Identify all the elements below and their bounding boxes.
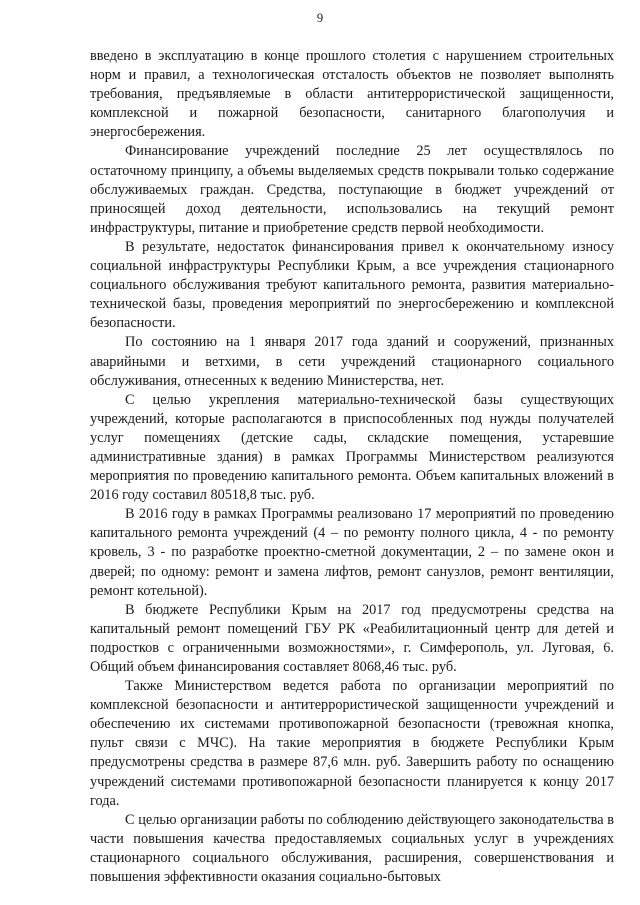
paragraph-7: В бюджете Республики Крым на 2017 год предусмотрены средства на капитальный ремонт помещений ГБУ РК «Реабилитационный центр для детей и подростков с ограниченными возможностями», г. Симферополь, ул. Луговая, 6. Общий объем финансирования составляет 8068,46 тыс. руб.: [90, 601, 614, 675]
paragraph-3: В результате, недостаток финансирования привел к окончательному износу социальной инфраструктуры Республики Крым, а все учреждения стационарного социального обслуживания требуют капитального ремонта, развития материально-технической базы, проведения мероприятий по энергосбережению и комплексной безопасности.: [90, 238, 614, 332]
paragraph-4: По состоянию на 1 января 2017 года зданий и сооружений, признанных аварийными и ветхими, в сети учреждений стационарного социального обслуживания, отнесенных к ведению Министерства, нет.: [90, 334, 614, 389]
paragraph-2: Финансирование учреждений последние 25 лет осуществлялось по остаточному принципу, а объемы выделяемых средств покрывали только содержание обслуживаемых граждан. Средства, поступающие в бюджет учреждений от приносящей доход деятельности, использовались на текущий ремонт инфраструктуры, питание и приобретение средств первой необходимости.: [90, 143, 614, 236]
paragraph-6: В 2016 году в рамках Программы реализовано 17 мероприятий по проведению капитального ремонта учреждений (4 – по ремонту полного цикла, 4 - по ремонту кровель, 3 - по разработке проектно-сметной документации, 2 – по замене окон и дверей; по одному: ремонт и замена лифтов, ремонт санузлов, ремонт вентиляции, ремонт котельной).: [90, 506, 614, 599]
paragraph-8: Также Министерством ведется работа по организации мероприятий по комплексной безопасности и антитеррористической защищенности учреждений и обеспечению их системами противопожарной безопасности (тревожная кнопка, пульт связи с МЧС). На такие мероприятия в бюджете Республики Крым предусмотрены средства в размере 87,6 млн. руб. Завершить работу по оснащению учреждений системами противопожарной безопасности планируется к концу 2017 года.: [90, 678, 614, 809]
document-body: [90, 47, 614, 887]
paragraph-9: С целью организации работы по соблюдению действующего законодательства в части повышения качества предоставляемых социальных услуг в учреждениях стационарного социального обслуживания, расширения, совершенствования и повышения эффективности оказания социально-бытовых: [90, 811, 614, 886]
paragraph-5: С целью укрепления материально-технической базы существующих учреждений, которые располагаются в приспособленных под нужды получателей услуг помещениях (детские сады, складские помещения, устаревшие административные здания) в рамках Программы Министерством реализуются мероприятия по проведению капитального ремонта. Объем капитальных вложений в 2016 году составил 80518,8 тыс. руб.: [90, 391, 614, 504]
paragraph-1: введено в эксплуатацию в конце прошлого столетия с нарушением строительных норм и правил, а технологическая отсталость объектов не позволяет выполнять требования, предъявляемые в области антитеррористической защищенности, комплексной и пожарной безопасности, санитарного благополучия и энергосбережения.: [90, 48, 614, 141]
page-number: 9: [316, 11, 324, 25]
